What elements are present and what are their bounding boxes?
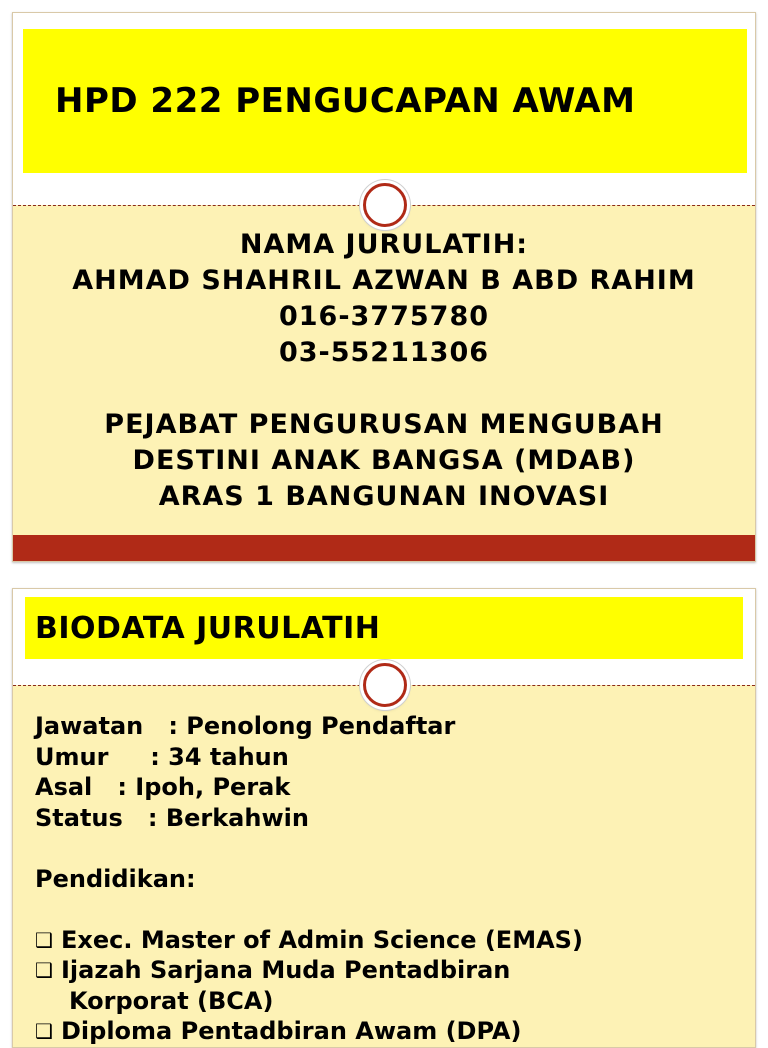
slide-title-text: HPD 222 PENGUCAPAN AWAM bbox=[55, 81, 636, 121]
spacer bbox=[13, 371, 755, 407]
trainer-info bbox=[13, 227, 755, 515]
checkbox-bullet-icon: ❑ bbox=[35, 1019, 53, 1043]
list-item bbox=[35, 925, 735, 956]
ring-ornament-icon bbox=[363, 663, 407, 707]
office-line-2: DESTINI ANAK BANGSA (MDAB) bbox=[132, 445, 636, 476]
slide-title-text: BIODATA JURULATIH bbox=[35, 610, 381, 646]
office-line-1: PEJABAT PENGURUSAN MENGUBAH bbox=[104, 409, 664, 440]
title-bar bbox=[25, 597, 743, 659]
detail-origin: Asal : Ipoh, Perak bbox=[35, 773, 291, 801]
spacer bbox=[35, 833, 735, 864]
list-item bbox=[35, 1016, 735, 1047]
ring-ornament-icon bbox=[363, 183, 407, 227]
trainer-name: AHMAD SHAHRIL AZWAN B ABD RAHIM bbox=[72, 265, 696, 296]
slide-title bbox=[12, 12, 756, 562]
trainer-phone-mobile: 016-3775780 bbox=[278, 301, 490, 332]
detail-position: Jawatan : Penolong Pendaftar bbox=[35, 712, 456, 740]
office-line-3: ARAS 1 BANGUNAN INOVASI bbox=[158, 481, 610, 512]
education-item-continuation: Korporat (BCA) bbox=[69, 986, 274, 1015]
biodata-content bbox=[35, 711, 735, 1047]
trainer-label: NAMA JURULATIH: bbox=[239, 229, 529, 260]
detail-age: Umur : 34 tahun bbox=[35, 742, 289, 771]
list-item bbox=[35, 955, 735, 986]
education-item: Diploma Pentadbiran Awam (DPA) bbox=[61, 1017, 522, 1045]
education-heading: Pendidikan: bbox=[35, 864, 196, 893]
slide-biodata bbox=[12, 588, 756, 1048]
checkbox-bullet-icon: ❑ bbox=[35, 958, 53, 982]
trainer-phone-office: 03-55211306 bbox=[278, 337, 490, 368]
checkbox-bullet-icon: ❑ bbox=[35, 927, 53, 952]
spacer bbox=[35, 894, 735, 925]
education-item: Exec. Master of Admin Science (EMAS) bbox=[61, 925, 583, 954]
bottom-accent-band bbox=[13, 535, 755, 561]
education-item: Ijazah Sarjana Muda Pentadbiran bbox=[61, 956, 511, 984]
title-bar bbox=[23, 29, 747, 173]
detail-status: Status : Berkahwin bbox=[35, 803, 309, 832]
